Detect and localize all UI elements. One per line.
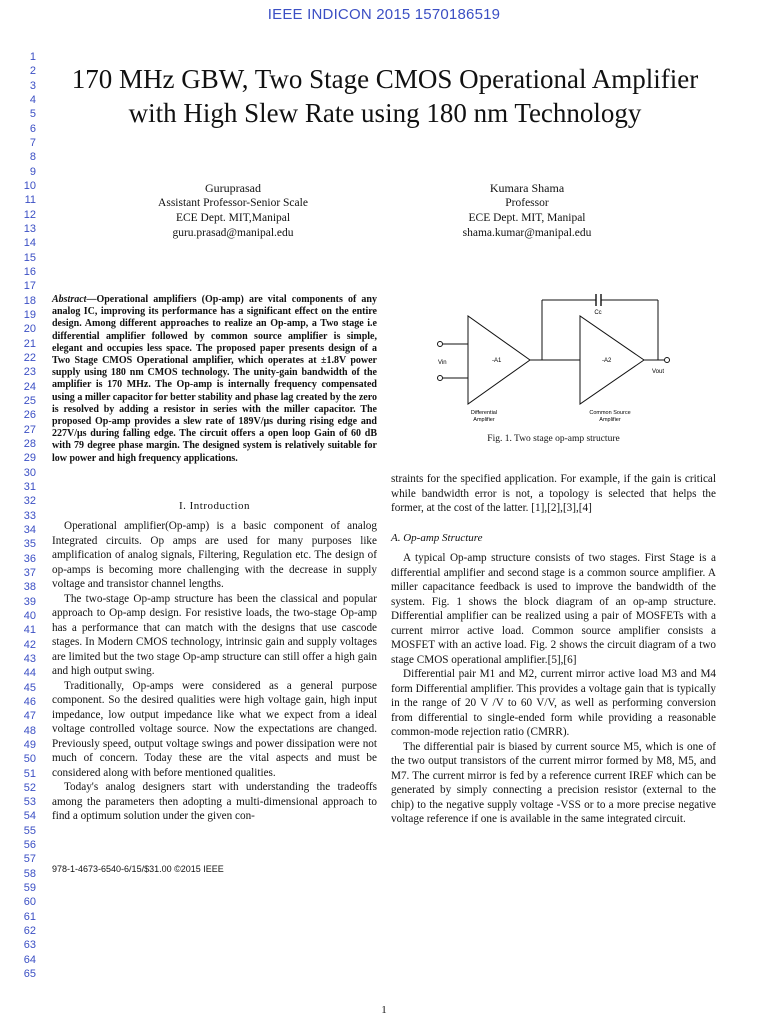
input-terminal-positive	[438, 342, 443, 347]
op-amp-block-diagram	[434, 288, 674, 428]
line-number: 62	[23, 925, 36, 938]
line-number: 50	[23, 753, 36, 766]
conference-banner: IEEE INDICON 2015 1570186519	[267, 6, 501, 23]
line-number: 23	[23, 366, 36, 379]
line-number: 43	[23, 652, 36, 665]
author-name: Guruprasad	[205, 181, 261, 195]
author-position: Assistant Professor-Senior Scale	[158, 197, 308, 209]
line-number: 30	[23, 466, 36, 479]
line-number: 42	[23, 638, 36, 651]
line-number: 8	[29, 151, 36, 164]
line-number: 28	[23, 437, 36, 450]
line-number: 27	[23, 423, 36, 436]
line-number: 7	[29, 136, 36, 149]
diff-amp-label-line2: Amplifier	[473, 417, 495, 423]
line-number: 53	[23, 796, 36, 809]
right-continuation	[391, 472, 716, 516]
line-number: 46	[23, 695, 36, 708]
line-number: 35	[23, 538, 36, 551]
paragraph: The two-stage Op-amp structure has been the classical and popular approach to Op-amp design. For resistive loads, the two-stage Op-amp has a performance that can match with the designs that use cascode stages. In Modern CMOS technology, intrinsic gain and supply voltages are limited but the two stage Op-amp structure can still offer a high gain and high output swing.	[52, 592, 377, 677]
line-number: 36	[23, 552, 36, 565]
paper-title: 170 MHz GBW, Two Stage CMOS Operational Amplifier with High Slew Rate using 180 nm Technology	[71, 64, 699, 128]
line-number: 9	[29, 165, 36, 178]
a2-label: -A2	[602, 358, 612, 364]
line-number: 3	[29, 79, 36, 92]
cs-amp-label-line1: Common Source	[589, 410, 631, 416]
page-number: 1	[381, 1004, 387, 1016]
author-block-2	[377, 181, 677, 241]
figure-op-amp-block-diagram	[434, 288, 674, 428]
op-amp-structure-text	[391, 551, 716, 827]
line-number: 65	[23, 968, 36, 981]
line-number: 61	[23, 910, 36, 923]
line-number: 11	[24, 194, 36, 207]
line-number: 20	[23, 323, 36, 336]
line-number: 13	[23, 222, 36, 235]
line-number: 41	[23, 624, 36, 637]
line-number: 1	[29, 51, 36, 63]
line-number: 63	[23, 939, 36, 952]
paragraph: The differential pair is biased by current source M5, which is one of the two output transistors of the current mirror formed by M8, M5, and M7. The current mirror is fed by a reference current IREF which can be generated by simply connecting a precision resistor (external to the chip) to the negative supply voltage -VSS or to a more precise negative voltage reference if one is available in the same integrated circuit.	[391, 740, 716, 825]
line-number: 26	[23, 409, 36, 422]
line-number: 16	[23, 265, 36, 278]
line-number: 2	[29, 65, 36, 78]
line-number: 25	[23, 394, 36, 407]
line-number: 21	[23, 337, 36, 350]
line-number: 15	[23, 251, 36, 264]
line-number: 6	[29, 122, 36, 135]
line-number: 14	[23, 237, 36, 250]
line-number: 60	[23, 896, 36, 909]
vout-label: Vout	[652, 369, 665, 375]
line-number: 31	[23, 480, 36, 493]
line-number: 32	[23, 495, 36, 508]
line-number: 54	[23, 810, 36, 823]
cs-amp-label-line2: Amplifier	[599, 417, 621, 423]
line-number: 37	[23, 566, 36, 579]
line-number: 12	[23, 208, 36, 221]
line-number: 4	[29, 93, 36, 106]
author-dept: ECE Dept. MIT,Manipal	[175, 212, 291, 224]
line-number: 51	[23, 767, 36, 780]
line-number: 33	[23, 509, 36, 522]
abstract	[52, 294, 377, 465]
line-number: 29	[23, 452, 36, 465]
output-terminal	[665, 358, 670, 363]
author-email: guru.prasad@manipal.edu	[172, 227, 294, 239]
author-email: shama.kumar@manipal.edu	[462, 227, 592, 239]
paragraph: Differential pair M1 and M2, current mirror active load M3 and M4 form Differential amplifier. This provides a voltage gain that is typically in the range of 20 V /V to 60 V/V, as well as performing conversion from differential to single-ended form while providing a reasonable common-mode rejection ratio (CMRR).	[391, 668, 716, 738]
line-number: 39	[23, 595, 36, 608]
line-number: 5	[29, 108, 36, 121]
paragraph: straints for the specified application. For example, if the gain is critical while bandwidth error is not, a topology is selected that helps the former, at the cost of the latter. [1],[2],[3],[4]	[391, 473, 716, 514]
line-number: 49	[23, 738, 36, 751]
line-number: 52	[23, 781, 36, 794]
line-number: 22	[23, 351, 36, 364]
line-number: 56	[23, 839, 36, 852]
paragraph: Traditionally, Op-amps were considered as a general purpose component. So the desired qualities were high voltage gain, high input impedance, low output impedance like what we expect from a ideal voltage controlled voltage source. Now the expectations are changed. Previously speed, output voltage swings and power dissipation were not much of concern. Today these are the vital aspects and must be considered along with before mentioned qualities.	[52, 679, 377, 779]
author-block-1	[83, 181, 383, 241]
line-number: 44	[23, 667, 36, 680]
line-number: 40	[23, 609, 36, 622]
diff-amp-label-line1: Differential	[470, 410, 498, 416]
line-number: 64	[23, 953, 36, 966]
abstract-lead: Abstract	[52, 294, 87, 305]
paragraph: Today's analog designers start with understanding the tradeoffs among the parameters then adopting a multi-dimensional approach to find a optimum solution under the given con-	[52, 781, 377, 822]
abstract-body: —Operational amplifiers (Op-amp) are vital components of any analog IC, improving its performance has a significant effect on the entire design. Among different approaches to realize an Op-amp, a Two stage i.e differential amplifier followed by common source amplifier is simple, elegant and occupies less space. The proposed paper presents design of a Two Stage CMOS Operational amplifier, which operates at ±1.8V power supply using 180 nm CMOS technology. The unity-gain bandwidth of the amplifier is 170 MHz. The Op-amp is internally frequency compensated using a miller capacitor for better stability and phase lag created by the zero is resolved by adding a resistor in series with the miller capacitor. The proposed Op-amp provides a slew rate of 189V/μs during rising edge and 227V/μs during falling edge. The circuit offers a open loop Gain of 60 dB with 79 degree phase margin. The designed system is relatively suitable for low power and high frequency applications.	[52, 294, 377, 464]
line-number: 48	[23, 724, 36, 737]
vin-label: Vin	[438, 360, 447, 366]
line-number: 57	[23, 853, 36, 866]
figure-caption: Fig. 1. Two stage op-amp structure	[487, 434, 620, 444]
line-number: 18	[23, 294, 36, 307]
author-name: Kumara Shama	[489, 181, 565, 195]
input-terminal-negative	[438, 376, 443, 381]
author-position: Professor	[505, 197, 549, 209]
line-number: 47	[23, 710, 36, 723]
amplifier-a2-symbol	[580, 316, 644, 404]
line-number: 10	[23, 179, 36, 192]
subsection-heading-op-amp-structure: A. Op-amp Structure	[391, 532, 483, 544]
paragraph: Operational amplifier(Op-amp) is a basic component of analog Integrated circuits. Op amps are used for many purposes like amplification of analog signals, Filtering, Regulation etc. The design of op-amps is becoming more challenging with the decrease in supply voltage and transistor channel lengths.	[52, 520, 377, 590]
capacitor-label: Cc	[594, 310, 602, 316]
line-number: 45	[23, 681, 36, 694]
author-dept: ECE Dept. MIT, Manipal	[468, 212, 586, 224]
intro-text	[52, 519, 377, 824]
line-number: 17	[23, 280, 36, 293]
line-number: 59	[23, 882, 36, 895]
line-number: 55	[23, 824, 36, 837]
line-number: 58	[23, 867, 36, 880]
section-heading-introduction: I. Introduction	[178, 500, 251, 512]
a1-label: -A1	[492, 358, 502, 364]
line-number: 34	[23, 523, 36, 536]
line-number: 24	[23, 380, 36, 393]
line-number: 38	[23, 581, 36, 594]
line-number: 19	[23, 308, 36, 321]
paragraph: A typical Op-amp structure consists of two stages. First Stage is a differential amplifier and second stage is a common source amplifier. A miller capacitance feedback is used to improve the bandwidth of the system. Fig. 1 shows the block diagram of an op-amp structure. Differential amplifier can be realized using a pair of MOSFETs with a current mirror active load. Common source amplifier consists a MOSFET with an active load. Fig. 2 shows the circuit diagram of a two stage CMOS operational amplifier.[5],[6]	[391, 552, 716, 666]
copyright-notice: 978-1-4673-6540-6/15/$31.00 ©2015 IEEE	[52, 864, 224, 874]
